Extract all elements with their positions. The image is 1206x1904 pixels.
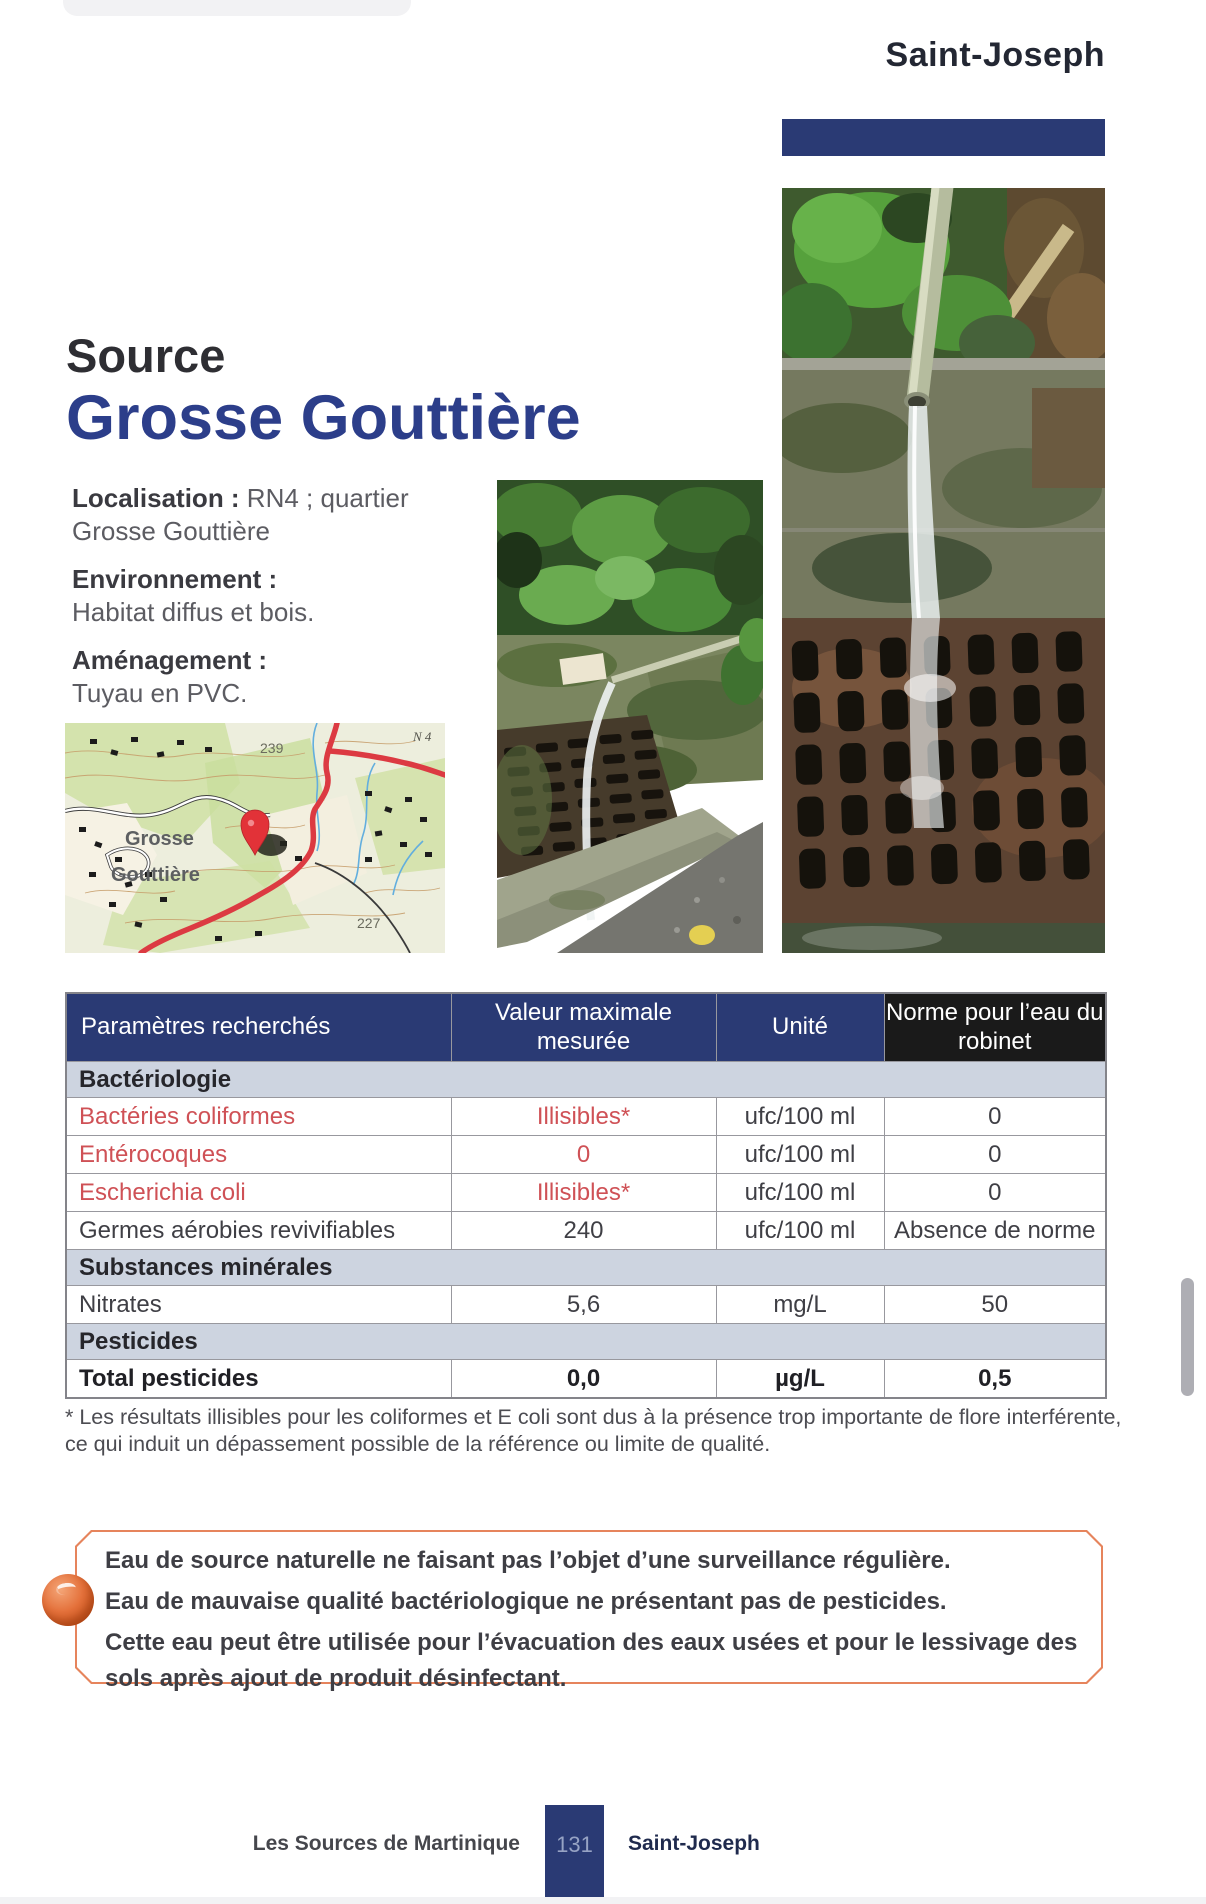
map-svg [65, 723, 445, 953]
info-amenagement-value: Tuyau en PVC. [72, 678, 248, 708]
table-row: Nitrates 5,6 mg/L 50 [66, 1286, 1106, 1324]
col-header-norme: Norme pour l’eau du robinet [884, 993, 1106, 1062]
table-row: Entérocoques 0 ufc/100 ml 0 [66, 1136, 1106, 1174]
table-header-row [66, 993, 1106, 1062]
map-road-label: N 4 [413, 729, 432, 744]
bottom-strip [0, 1897, 1206, 1904]
section-color-bar [782, 119, 1105, 156]
photo-source-grate [782, 188, 1105, 953]
page-title: Grosse Gouttière [66, 383, 581, 453]
callout-line: Eau de mauvaise qualité bactériologique ne présentant pas de pesticides. [105, 1588, 947, 1615]
page-title-kicker: Source [66, 329, 226, 382]
section-row-pesticides: Pesticides [66, 1324, 1106, 1360]
info-localisation-value: RN4 ; quartier Grosse Gouttière [72, 483, 409, 546]
callout-box [75, 1530, 1103, 1692]
photo-basin [497, 480, 763, 953]
results-table [65, 992, 1107, 1399]
section-row-bacteriologie: Bactériologie [66, 1062, 1106, 1098]
callout-line: Eau de source naturelle ne faisant pas l’objet d’une surveillance régulière. [105, 1547, 951, 1574]
info-localisation [72, 482, 462, 548]
table-row: Bactéries coliformes Illisibles* ufc/100 ml 0 [66, 1098, 1106, 1136]
photo-basin-image [497, 480, 763, 953]
map-place-line1: Grosse [125, 828, 194, 850]
callout-line: Cette eau peut être utilisée pour l’évacuation des eaux usées et pour le lessivage des sols après ajout de produit désinfectant. [105, 1629, 1078, 1692]
title-block [66, 330, 581, 452]
photo-source-grate-image [782, 188, 1105, 953]
info-environnement-value: Habitat diffus et bois. [72, 597, 315, 627]
map-image [65, 723, 445, 953]
callout-text [105, 1543, 1081, 1702]
info-localisation-label: Localisation : [72, 483, 240, 513]
table-row: Total pesticides 0,0 µg/L 0,5 [66, 1360, 1106, 1399]
table-row: Germes aérobies revivifiables 240 ufc/100 ml Absence de norme [66, 1212, 1106, 1250]
footnote: * Les résultats illisibles pour les coliformes et E coli sont dus à la présence trop importante de flore interférente, ce qui induit un dépassement possible de la référence ou limite de qualité. [65, 1405, 1122, 1456]
browser-tab-remnant [63, 0, 411, 16]
footer-section-label: Saint-Joseph [628, 1832, 760, 1855]
region-label: Saint-Joseph [885, 36, 1105, 74]
map-elevation-227: 227 [357, 915, 381, 931]
orange-bullet-icon [42, 1574, 94, 1626]
info-environnement [72, 563, 462, 629]
col-header-parametres: Paramètres recherchés [66, 993, 451, 1062]
col-header-valeur: Valeur maximale mesurée [451, 993, 716, 1062]
info-amenagement [72, 644, 462, 710]
section-row-substances: Substances minérales [66, 1250, 1106, 1286]
footer-page-number: 131 [556, 1832, 593, 1857]
footer-page-block [545, 1805, 604, 1904]
scrollbar-thumb[interactable] [1181, 1278, 1194, 1396]
table-row: Escherichia coli Illisibles* ufc/100 ml 0 [66, 1174, 1106, 1212]
info-amenagement-label: Aménagement : [72, 645, 268, 675]
col-header-unite: Unité [716, 993, 884, 1062]
footer-book-title: Les Sources de Martinique [252, 1832, 520, 1855]
map-elevation-239: 239 [260, 740, 284, 756]
map-place-line2: Gouttière [111, 864, 200, 886]
info-environnement-label: Environnement : [72, 564, 278, 594]
info-block [72, 482, 462, 725]
